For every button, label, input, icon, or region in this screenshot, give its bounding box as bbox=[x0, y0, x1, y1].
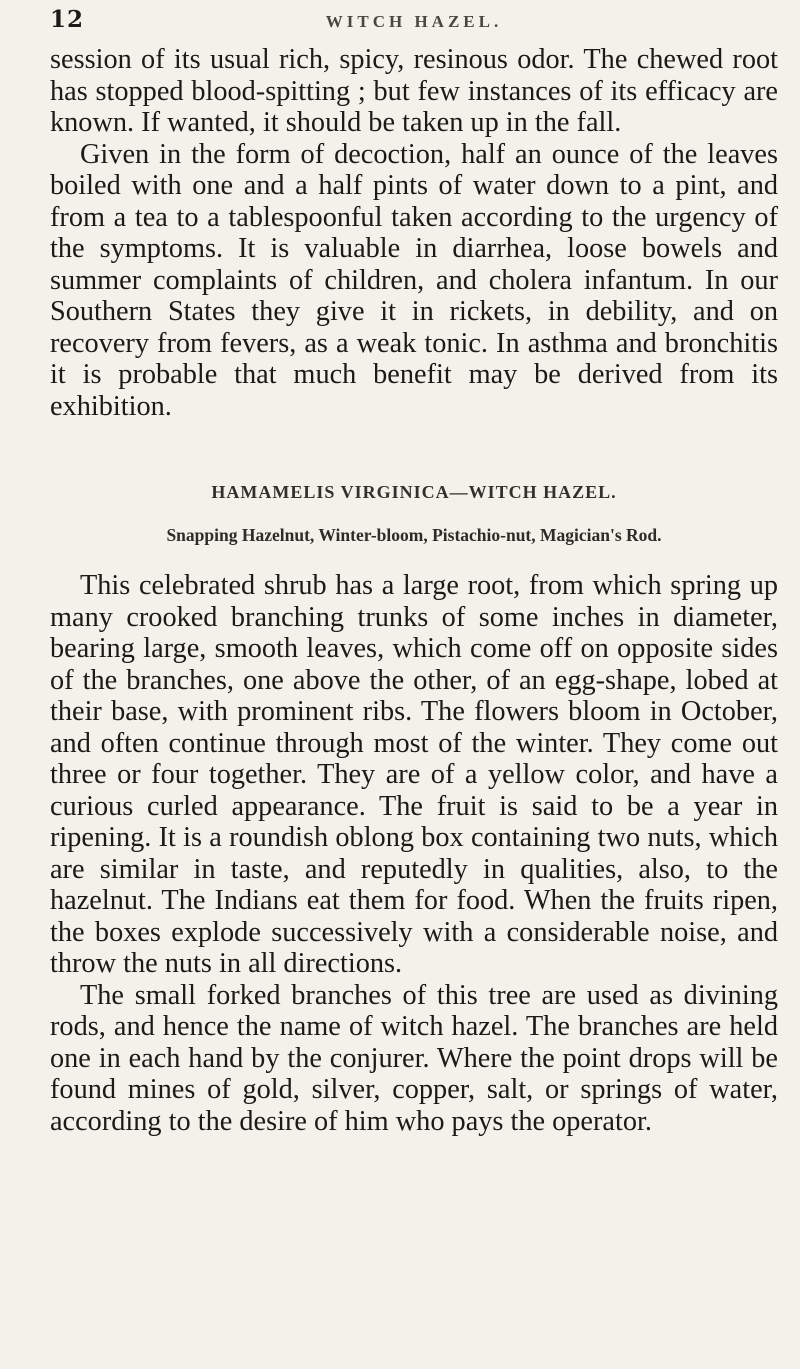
page-number: 12 bbox=[50, 6, 85, 33]
section-heading: HAMAMELIS VIRGINICA—WITCH HAZEL. bbox=[211, 482, 617, 502]
paragraph-description: This celebrated shrub has a large root, from which spring up many crooked branching trunks of some inches in diameter, bearing large, smooth leaves, which come off on opposite sides of the branches, one above the other, of an egg-shape, lobed at their base, with prominent ribs. The flowers bloom in October, and often continue through most of the winter. They come out three or four together. They are of a yellow color, and have a curious curled appearance. The fruit is said to be a year in ripening. It is a roundish oblong box containing two nuts, which are similar in taste, and reputedly in qualities, also, to the hazelnut. The Indians eat them for food. When the fruits ripen, the boxes explode successively with a considerable noise, and throw the nuts in all directions. bbox=[50, 570, 778, 979]
paragraph-divining-rods: The small forked branches of this tree are used as divining rods, and hence the name of witch hazel. The branches are held one in each hand by the conjurer. Where the point drops will be found mines of gold, silver, copper, salt, or springs of water, according to the desire of him who pays the operator. bbox=[50, 979, 778, 1137]
paragraph-dosage: Given in the form of decoction, half an ounce of the leaves boiled with one and a half pints of water down to a pint, and from a tea to a tablespoonful taken according to the urgency of the symptoms. It is valuable in diarrhea, loose bowels and summer complaints of children, and cholera infantum. In our Southern States they give it in rickets, in debility, and on recovery from fevers, as a weak tonic. In asthma and bronchitis it is probable that much benefit may be derived from its exhibition. bbox=[50, 138, 778, 422]
running-head bbox=[50, 4, 778, 44]
running-title: WITCH HAZEL. bbox=[325, 12, 503, 31]
paragraph-continuation: session of its usual rich, spicy, resinous odor. The chewed root has stopped blood-spitting ; but few instances of its efficacy are known. If wanted, it should be taken up in the fall. bbox=[50, 44, 778, 138]
section-synonyms: Snapping Hazelnut, Winter-bloom, Pistachio-nut, Magician's Rod. bbox=[166, 525, 662, 545]
